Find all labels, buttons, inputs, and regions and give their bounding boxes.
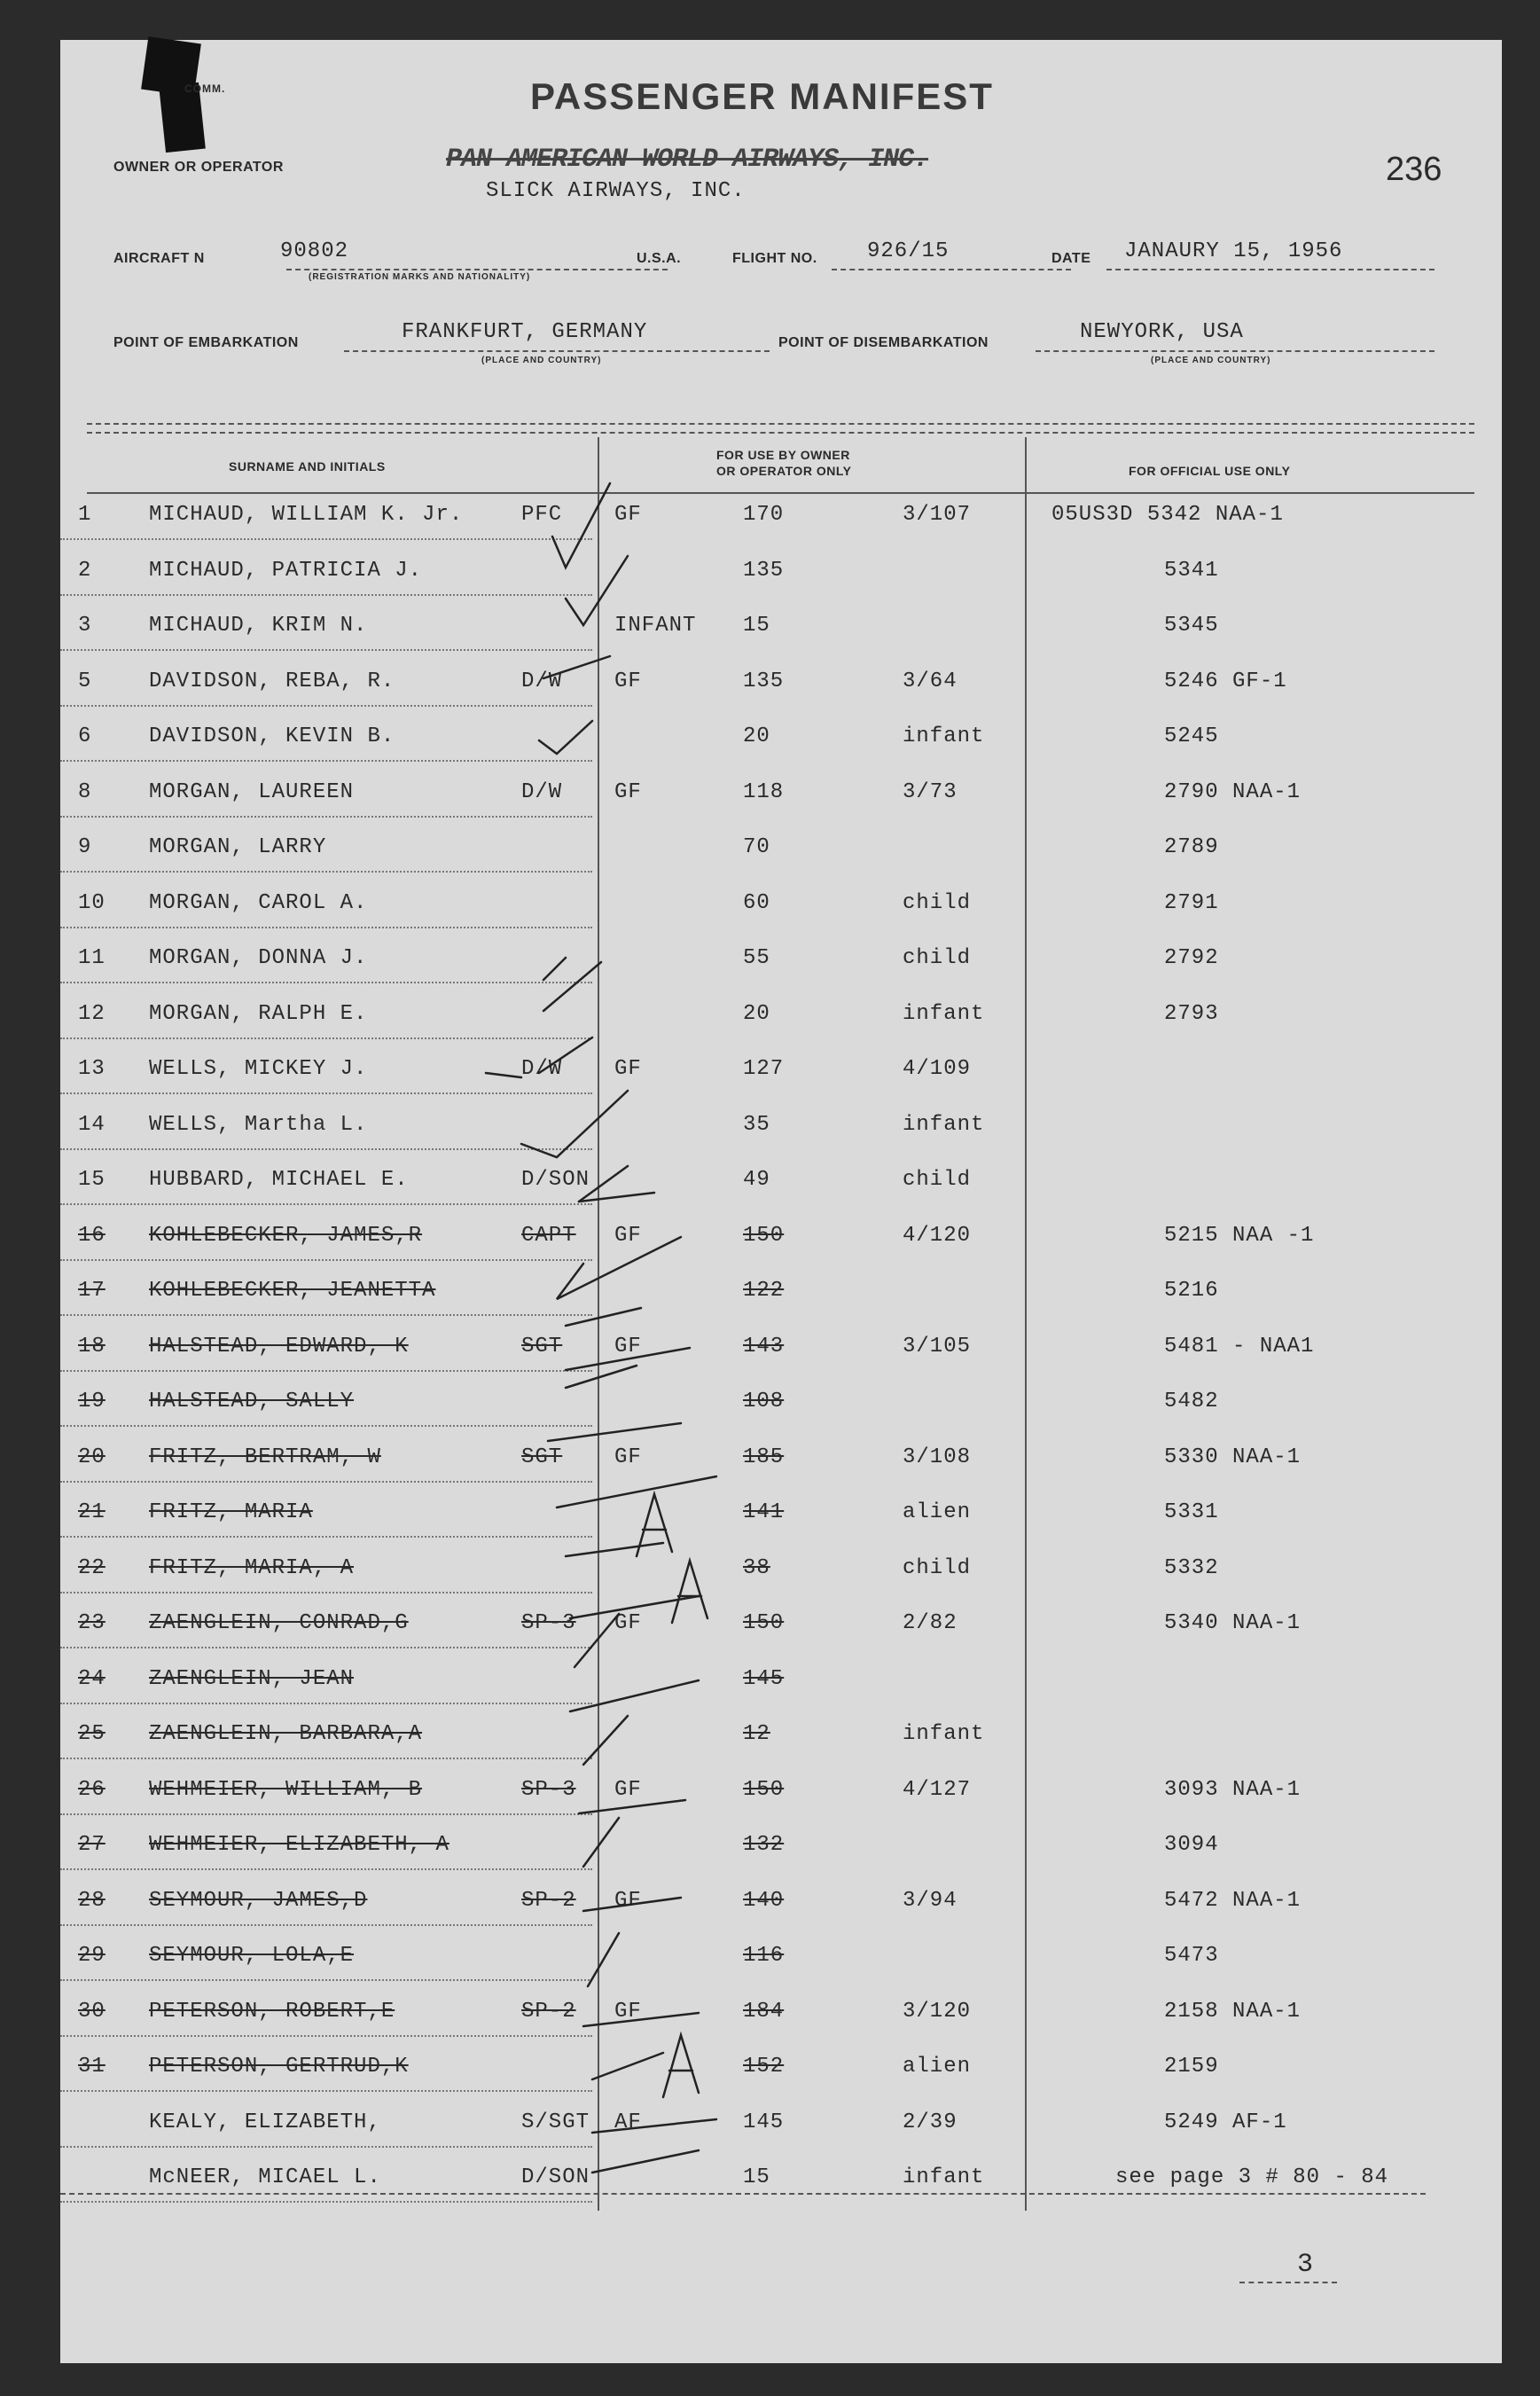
passenger-rank: PFC [521,503,563,527]
owner-struck: PAN AMERICAN WORLD AIRWAYS, INC. [446,145,929,175]
owner-note: 4/109 [903,1057,972,1081]
row-number: 11 [78,946,106,970]
passenger-rank: S/SGT [521,2110,590,2134]
passenger-name: ZAENGLEIN, CONRAD,G [149,1611,409,1635]
owner-code: GF [614,1611,642,1635]
handwritten-checkmarks [60,40,1502,2363]
owner-code: INFANT [614,614,697,638]
passenger-weight: 150 [743,1777,785,1802]
passenger-weight: 135 [743,558,785,583]
embarkation-note: (PLACE AND COUNTRY) [481,356,602,365]
passenger-weight: 185 [743,1445,785,1469]
passenger-name: WEHMEIER, ELIZABETH, A [149,1833,449,1857]
disembarkation-label: POINT OF DISEMBARKATION [778,335,989,350]
official-entry: 2158 NAA-1 [1164,1999,1302,2024]
owner-note: infant [903,1001,985,1026]
passenger-name: PETERSON, GERTRUD,K [149,2055,409,2079]
row-number: 8 [78,779,92,804]
passenger-weight: 20 [743,1001,770,1026]
passenger-rank: SGT [521,1334,563,1359]
aircraft-value: 90802 [280,239,349,263]
row-number: 6 [78,724,92,748]
official-entry: 5472 NAA-1 [1164,1888,1302,1913]
owner-code: GF [614,1999,642,2024]
official-entry: 3093 NAA-1 [1164,1777,1302,1802]
passenger-weight: 35 [743,1112,770,1137]
passenger-name: FRITZ, MARIA, A [149,1555,355,1580]
passenger-name: MORGAN, CAROL A. [149,890,368,915]
owner-code: GF [614,503,642,527]
owner-note: child [903,1555,972,1580]
row-number: 17 [78,1279,106,1303]
col-official-use: FOR OFFICIAL USE ONLY [1129,464,1291,478]
passenger-rank: SGT [521,1445,563,1469]
passenger-weight: 122 [743,1279,785,1303]
passenger-weight: 20 [743,724,770,748]
passenger-rank: CAPT [521,1223,576,1248]
row-number: 1 [78,503,92,527]
passenger-name: PETERSON, ROBERT,E [149,1999,395,2024]
owner-note: alien [903,1500,972,1524]
owner-note: alien [903,2055,972,2079]
disembarkation-note: (PLACE AND COUNTRY) [1151,356,1271,365]
owner-note: 3/64 [903,669,958,693]
passenger-name: KEALY, ELIZABETH, [149,2110,381,2134]
passenger-name: HALSTEAD, SALLY [149,1390,355,1413]
passenger-rank: SP-2 [521,1999,576,2024]
passenger-weight: 108 [743,1390,785,1413]
passenger-weight: 141 [743,1500,785,1524]
registration-note: (REGISTRATION MARKS AND NATIONALITY) [309,272,531,282]
passenger-rank: SP-2 [521,1888,576,1913]
passenger-name: HALSTEAD, EDWARD, K [149,1334,409,1359]
date-value: JANAURY 15, 1956 [1124,239,1343,263]
passenger-name: SEYMOUR, JAMES,D [149,1888,368,1913]
official-entry: 5345 [1164,614,1219,638]
owner-note: 3/120 [903,1999,972,2024]
owner-note: 3/108 [903,1445,972,1469]
official-entry: 5245 [1164,724,1219,748]
passenger-weight: 70 [743,835,770,859]
owner-note: 4/127 [903,1777,972,1802]
official-entry: 2793 [1164,1001,1219,1026]
flight-label: FLIGHT NO. [732,251,817,266]
passenger-name: MORGAN, RALPH E. [149,1001,368,1026]
passenger-name: KOHLEBECKER, JEANETTA [149,1279,436,1303]
official-entry: 5249 AF-1 [1164,2110,1287,2134]
official-entry: 3094 [1164,1833,1219,1857]
owner-note: 3/107 [903,503,972,527]
row-number: 20 [78,1445,106,1469]
row-number: 10 [78,890,106,915]
official-entry: 2159 [1164,2055,1219,2079]
passenger-weight: 38 [743,1555,770,1580]
owner-note: infant [903,1722,985,1746]
official-entry: see page 3 # 80 - 84 [1115,2165,1389,2189]
official-entry: 5473 [1164,1944,1219,1968]
official-entry: 5481 - NAA1 [1164,1334,1315,1359]
passenger-weight: 49 [743,1168,770,1192]
owner-note: infant [903,2165,985,2189]
owner-note: infant [903,1112,985,1137]
passenger-rank: D/SON [521,1168,590,1192]
manifest-page [60,40,1502,2363]
passenger-name: DAVIDSON, KEVIN B. [149,724,395,748]
passenger-name: MORGAN, DONNA J. [149,946,368,970]
owner-code: GF [614,1057,642,1081]
official-entry: 05US3D 5342 NAA-1 [1051,503,1284,527]
owner-note: 4/120 [903,1223,972,1248]
owner-value: SLICK AIRWAYS, INC. [486,179,746,203]
official-entry: 5341 [1164,558,1219,583]
passenger-weight: 60 [743,890,770,915]
row-number: 13 [78,1057,106,1081]
owner-note: child [903,890,972,915]
owner-note: 2/39 [903,2110,958,2134]
row-number: 29 [78,1944,106,1968]
row-number: 25 [78,1722,106,1746]
passenger-name: WEHMEIER, WILLIAM, B [149,1777,423,1802]
page-title: PASSENGER MANIFEST [530,75,994,117]
owner-code: GF [614,1223,642,1248]
passenger-weight: 55 [743,946,770,970]
disembarkation-value: NEWYORK, USA [1080,320,1244,344]
passenger-weight: 150 [743,1611,785,1635]
passenger-weight: 15 [743,614,770,638]
passenger-name: MORGAN, LAUREEN [149,779,355,804]
passenger-weight: 135 [743,669,785,693]
owner-note: infant [903,724,985,748]
row-number: 21 [78,1500,106,1524]
official-entry: 2791 [1164,890,1219,915]
passenger-rank: D/W [521,779,563,804]
date-label: DATE [1051,251,1091,266]
passenger-name: MICHAUD, PATRICIA J. [149,558,423,583]
passenger-rank: D/SON [521,2165,590,2189]
embarkation-value: FRANKFURT, GERMANY [402,320,648,344]
passenger-name: FRITZ, BERTRAM, W [149,1445,381,1469]
row-number: 12 [78,1001,106,1026]
official-entry: 5215 NAA -1 [1164,1223,1315,1248]
passenger-rank: D/W [521,1057,563,1081]
row-number: 19 [78,1390,106,1413]
passenger-rank: SP-3 [521,1611,576,1635]
official-entry: 5331 [1164,1500,1219,1524]
row-number: 5 [78,669,92,693]
passenger-rank: SP-3 [521,1777,576,1802]
passenger-name: ZAENGLEIN, BARBARA,A [149,1722,423,1746]
official-entry: 5340 NAA-1 [1164,1611,1302,1635]
passenger-weight: 170 [743,503,785,527]
passenger-weight: 145 [743,2110,785,2134]
row-number: 15 [78,1168,106,1192]
passenger-weight: 132 [743,1833,785,1857]
flight-value: 926/15 [867,239,950,263]
owner-code: AF [614,2110,642,2134]
row-number: 31 [78,2055,106,2079]
official-entry: 5482 [1164,1390,1219,1413]
page-mark: 3 [1297,2250,1314,2280]
official-entry: 2789 [1164,835,1219,859]
official-entry: 5216 [1164,1279,1219,1303]
row-number: 9 [78,835,92,859]
passenger-name: KOHLEBECKER, JAMES,R [149,1223,423,1248]
passenger-name: SEYMOUR, LOLA,E [149,1944,355,1968]
owner-note: child [903,1168,972,1192]
passenger-name: DAVIDSON, REBA, R. [149,669,395,693]
owner-code: GF [614,1445,642,1469]
passenger-name: WELLS, Martha L. [149,1112,368,1137]
row-number: 3 [78,614,92,638]
page-number: 236 [1386,151,1442,188]
passenger-weight: 127 [743,1057,785,1081]
owner-note: 3/94 [903,1888,958,1913]
passenger-name: ZAENGLEIN, JEAN [149,1666,355,1691]
row-number: 28 [78,1888,106,1913]
passenger-weight: 184 [743,1999,785,2024]
passenger-weight: 145 [743,1666,785,1691]
official-entry: 2790 NAA-1 [1164,779,1302,804]
passenger-weight: 150 [743,1223,785,1248]
col-surname: SURNAME AND INITIALS [229,459,386,474]
row-number: 27 [78,1833,106,1857]
owner-label: OWNER OR OPERATOR [113,160,284,175]
passenger-weight: 140 [743,1888,785,1913]
passenger-weight: 143 [743,1334,785,1359]
passenger-weight: 152 [743,2055,785,2079]
passenger-rank: D/W [521,669,563,693]
owner-code: GF [614,1888,642,1913]
owner-code: GF [614,779,642,804]
passenger-weight: 116 [743,1944,785,1968]
passenger-name: MORGAN, LARRY [149,835,327,859]
row-number: 26 [78,1777,106,1802]
official-entry: 2792 [1164,946,1219,970]
row-number: 14 [78,1112,106,1137]
official-entry: 5246 GF-1 [1164,669,1287,693]
passenger-name: MICHAUD, KRIM N. [149,614,368,638]
embarkation-label: POINT OF EMBARKATION [113,335,299,350]
passenger-name: HUBBARD, MICHAEL E. [149,1168,409,1192]
official-entry: 5332 [1164,1555,1219,1580]
owner-code: GF [614,1334,642,1359]
owner-code: GF [614,1777,642,1802]
passenger-name: WELLS, MICKEY J. [149,1057,368,1081]
row-number: 2 [78,558,92,583]
official-entry: 5330 NAA-1 [1164,1445,1302,1469]
owner-note: 3/105 [903,1334,972,1359]
passenger-weight: 12 [743,1722,770,1746]
row-number: 16 [78,1223,106,1248]
passenger-name: MICHAUD, WILLIAM K. Jr. [149,503,464,527]
passenger-name: FRITZ, MARIA [149,1500,313,1524]
col-owner-use-2: OR OPERATOR ONLY [716,464,852,478]
passenger-weight: 15 [743,2165,770,2189]
row-number: 23 [78,1611,106,1635]
usa-label: U.S.A. [637,251,682,266]
col-owner-use-1: FOR USE BY OWNER [716,448,850,462]
passenger-weight: 118 [743,779,785,804]
row-number: 22 [78,1555,106,1580]
aircraft-label: AIRCRAFT N [113,251,205,266]
row-number: 18 [78,1334,106,1359]
row-number: 30 [78,1999,106,2024]
owner-note: 3/73 [903,779,958,804]
owner-note: child [903,946,972,970]
corner-text: COMM. [184,82,226,95]
owner-code: GF [614,669,642,693]
owner-note: 2/82 [903,1611,958,1635]
row-number: 24 [78,1666,106,1691]
passenger-name: McNEER, MICAEL L. [149,2165,381,2189]
